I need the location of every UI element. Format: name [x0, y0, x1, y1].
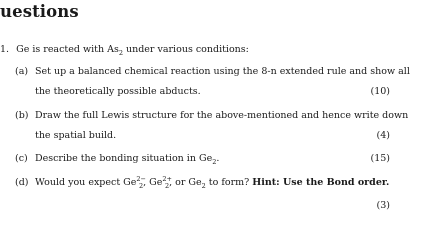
- part-text-line2: the spatial build.: [35, 130, 117, 141]
- part-text-line1: Would you expect $Ge^{2-}_2$, $Ge^{2+}_2$, or $Ge_2$ to form? Hint: Use the Bond order.: [35, 174, 390, 190]
- part-letter: (d): [15, 177, 29, 188]
- part-text-line1: Describe the bonding situation in $Ge_2$.: [35, 153, 220, 166]
- part-letter: (b): [15, 110, 29, 121]
- part-marks: (15): [370, 153, 390, 164]
- part-marks: (3): [376, 200, 390, 211]
- section-heading: uestions: [0, 2, 79, 21]
- hint-text: Hint: Use the Bond order.: [252, 177, 390, 188]
- part-text-line2: the theoretically possible abducts.: [35, 86, 201, 97]
- part-text-line1: Draw the full Lewis structure for the above-mentioned and hence write down: [35, 110, 409, 121]
- part-marks: (4): [376, 130, 390, 141]
- question-text: Ge is reacted with $As_2$ under various conditions:: [16, 44, 249, 57]
- part-letter: (c): [15, 153, 28, 164]
- part-text-line1: Set up a balanced chemical reaction using the 8-n extended rule and show all: [35, 66, 410, 77]
- part-marks: (10): [370, 86, 390, 97]
- part-letter: (a): [15, 66, 29, 77]
- question-number: 1.: [0, 44, 10, 55]
- question-1: [0, 44, 249, 56]
